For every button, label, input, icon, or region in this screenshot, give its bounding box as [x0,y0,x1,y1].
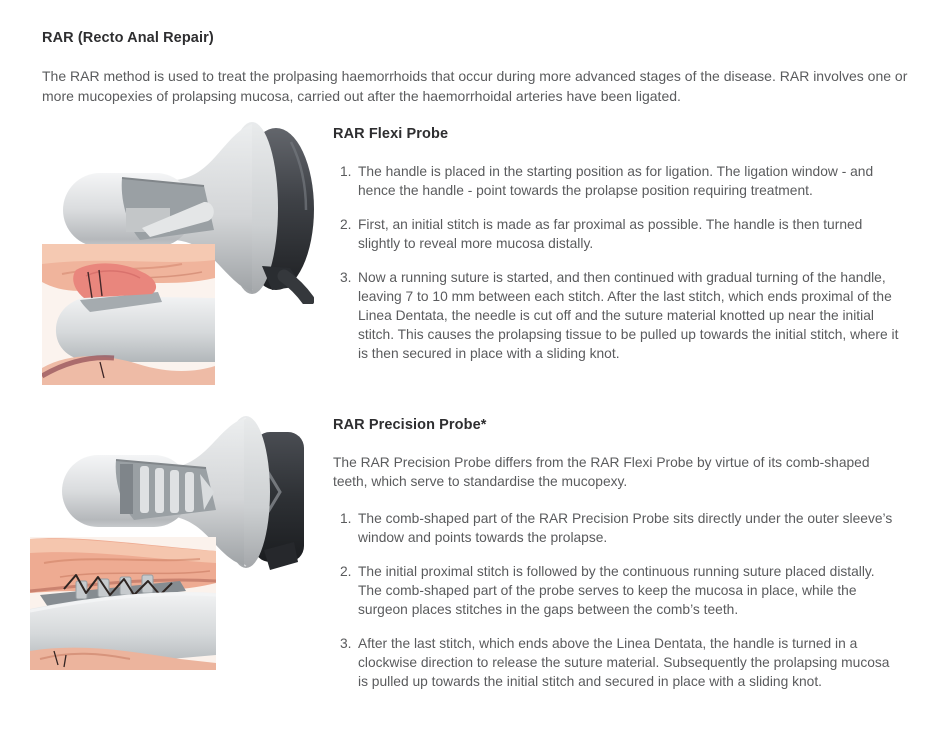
step-number: 2. [340,564,352,579]
page-intro: The RAR method is used to treat the prolpasing haemorrhoids that occur during more advanced stages of the disease. RAR involves one or more mucopexies of prolapsing mucosa, carried out after the haemorrhoidal arteries have been ligated. [42,68,908,104]
step-number: 1. [340,164,352,179]
flexi-step-3 [340,268,900,363]
step-number: 3. [340,270,352,285]
precision-probe-intro: The RAR Precision Probe differs from the RAR Flexi Probe by virtue of its comb-shaped teeth, which serve to standardise the mucopexy. [333,455,870,489]
step-text: The comb-shaped part of the RAR Precision Probe sits directly under the outer sleeve’s window and points towards the prolapse. [358,511,893,545]
section-flexi-probe [333,126,911,378]
precision-probe-heading: RAR Precision Probe* [333,417,487,433]
precision-step-1 [340,509,900,547]
step-text: Now a running suture is started, and then continued with gradual turning of the handle, leaving 7 to 10 mm between each stitch. After the last stitch, which ends proximal of the Linea Dentata, the needle is cut off and the suture material knotted up near the initial stitch. This causes the prolapsing tissue to be pulled up towards the initial stitch, where it is then secured in place with a sliding knot. [358,270,899,361]
precision-anatomy-illustration [30,537,216,670]
step-number: 3. [340,636,352,651]
flexi-step-1 [340,162,900,200]
step-number: 2. [340,217,352,232]
step-text: The handle is placed in the starting position as for ligation. The ligation window - and hence the handle - point towards the prolapse position requiring treatment. [358,164,874,198]
section-precision-probe [333,417,911,706]
precision-step-list [333,509,911,691]
step-text: The initial proximal stitch is followed by the continuous running suture placed distally. The comb-shaped part of the probe serves to keep the mucosa in place, while the surgeon places stitches in the gaps between the comb’s teeth. [358,564,875,617]
page-title: RAR (Recto Anal Repair) [42,30,214,46]
step-text: After the last stitch, which ends above the Linea Dentata, the handle is turned in a clockwise direction to release the suture material. Subsequently the prolapsing mucosa is pulled up towards the initial stitch and secured in place with a sliding knot. [358,636,890,689]
flexi-step-2 [340,215,900,253]
flexi-probe-heading: RAR Flexi Probe [333,126,449,142]
step-number: 1. [340,511,352,526]
precision-step-3 [340,634,900,691]
precision-step-2 [340,562,900,619]
step-text: First, an initial stitch is made as far proximal as possible. The handle is then turned slightly to reveal more mucosa distally. [358,217,863,251]
flexi-anatomy-illustration [42,244,215,385]
flexi-step-list [333,162,911,363]
